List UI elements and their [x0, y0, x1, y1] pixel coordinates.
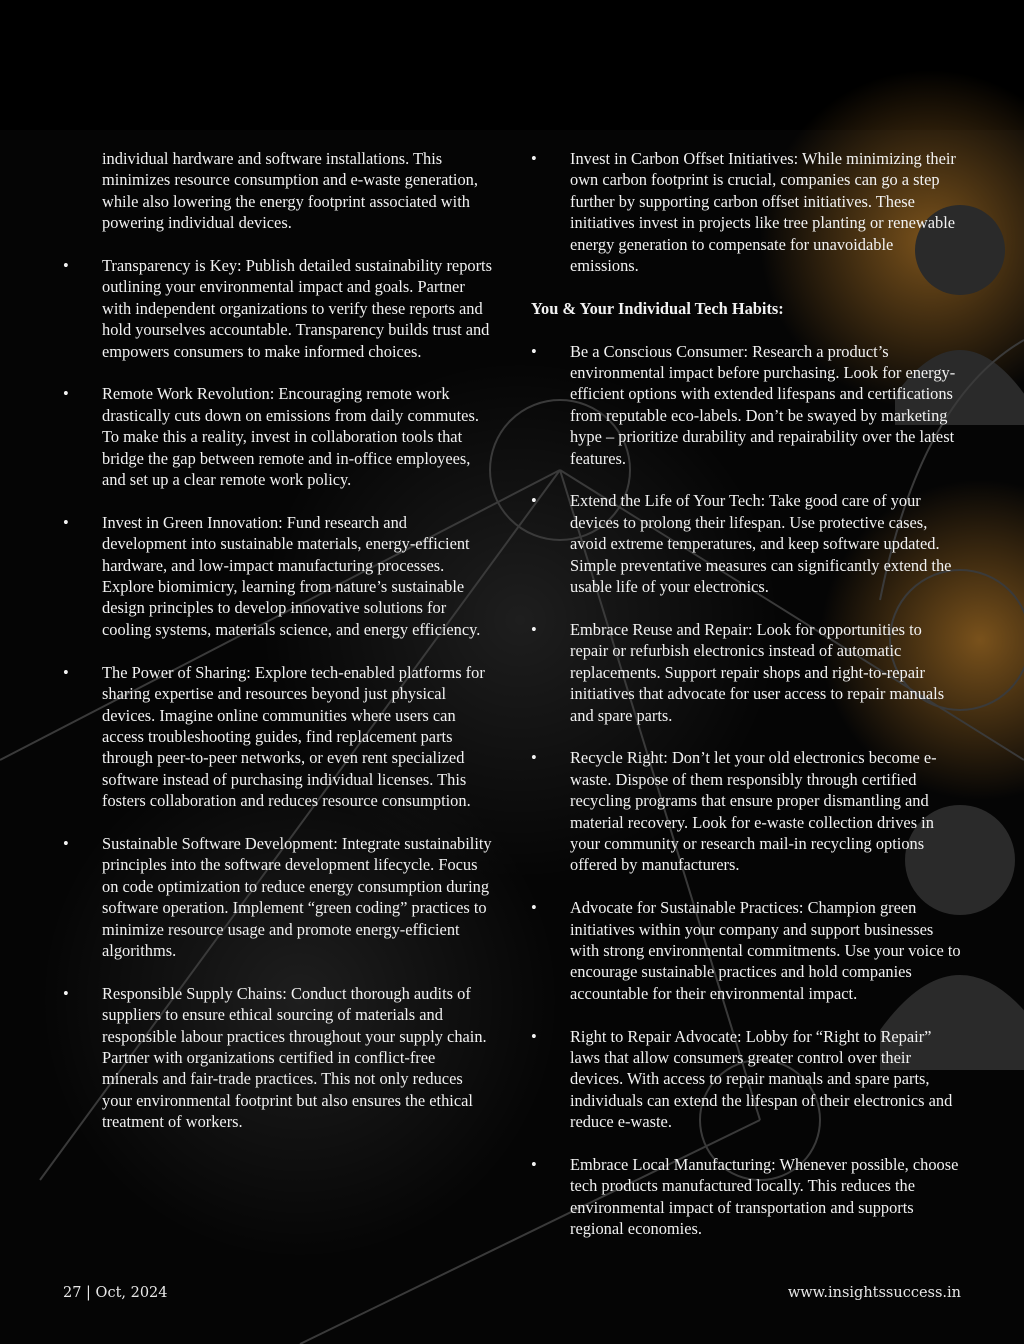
continued-paragraph: individual hardware and software installations. This minimizes resource consumption and e-waste generation, while also lowering the energy footprint associated with powering individual devices.: [102, 149, 478, 233]
list-item: [531, 490, 961, 597]
list-item: [63, 255, 495, 362]
list-item: [531, 1154, 961, 1240]
list-item-text: Embrace Reuse and Repair: Look for opportunities to repair or refurbish electronics instead of automatic replacements. Support repair shops and right-to-repair initiatives that advocate for user access to repair manuals and spare parts.: [570, 619, 945, 725]
list-item: [531, 747, 961, 875]
list-item: [63, 833, 495, 961]
bullet-mark: •: [63, 983, 69, 1003]
list-item: [531, 619, 961, 726]
list-item: [63, 983, 495, 1133]
list-item: [531, 897, 961, 1004]
section-subheading: You & Your Individual Tech Habits:: [531, 298, 784, 318]
bullet-mark: •: [531, 341, 537, 361]
list-item-text: Invest in Carbon Offset Initiatives: While minimizing their own carbon footprint is crucial, companies can go a step further by supporting carbon offset initiatives. These initiatives invest in projects like tree planting or renewable energy generation to compensate for unavoidable emissions.: [570, 149, 956, 276]
bullet-mark: •: [531, 149, 537, 168]
bullet-mark: •: [531, 491, 537, 511]
list-item: [63, 383, 495, 490]
list-item-text: Advocate for Sustainable Practices: Champion green initiatives within your company and support businesses with strong environmental commitments. Use your voice to encourage sustainable practices and hold companies accountable for their environmental impact.: [570, 898, 961, 1003]
list-item-text: Right to Repair Advocate: Lobby for “Right to Repair” laws that allow consumers greater control over their devices. With access to repair manuals and spare parts, individuals can extend the lifespan of their electronics and reduce e-waste.: [570, 1026, 953, 1132]
bullet-mark: •: [63, 833, 69, 853]
list-item-text: Extend the Life of Your Tech: Take good care of your devices to prolong their lifespan. Use protective cases, avoid extreme temperatures, and keep software updated. Simple preventative measures can significantly extend the usable life of your electronics.: [570, 491, 952, 597]
bullet-mark: •: [531, 1026, 537, 1046]
list-item: [531, 1026, 961, 1133]
list-item-text: Recycle Right: Don’t let your old electronics become e-waste. Dispose of them responsibly through certified recycling programs that ensure proper dismantling and material recovery. Look for e-waste collection drives in your community or research mail-in recycling options offered by manufacturers.: [570, 748, 937, 875]
left-column: [63, 148, 495, 1154]
list-item-text: Responsible Supply Chains: Conduct thorough audits of suppliers to ensure ethical sourcing of materials and responsible labour practices throughout your supply chain. Partner with organizations certified in conflict-free minerals and fair-trade practices. This not only reduces your environmental footprint but also ensures the ethical treatment of workers.: [102, 983, 487, 1132]
list-item-text: Remote Work Revolution: Encouraging remote work drastically cuts down on emissions from daily commutes. To make this a reality, invest in collaboration tools that bridge the gap between remote and in-office employees, and set up a clear remote work policy.: [102, 384, 479, 490]
list-item-text: Transparency is Key: Publish detailed sustainability reports outlining your environmental impact and goals. Partner with independent organizations to verify these reports and hold yourselves accountable. Transparency builds trust and empowers consumers to make informed choices.: [102, 256, 492, 361]
list-item: [63, 662, 495, 812]
bullet-mark: •: [531, 748, 537, 768]
list-item: [531, 148, 961, 276]
list-item: [63, 512, 495, 640]
bullet-mark: •: [531, 1154, 537, 1174]
website-url: www.insightssuccess.in: [787, 1285, 961, 1301]
list-item-text: Be a Conscious Consumer: Research a product’s environmental impact before purchasing. Look for energy-efficient options with extended lifespans and certifications from reputable eco-labels. Don’t be swayed by marketing hype – prioritize durability and repairability over the latest features.: [570, 341, 956, 468]
list-item: [531, 341, 961, 469]
bullet-mark: •: [63, 512, 69, 532]
bullet-mark: •: [63, 384, 69, 404]
list-item-text: The Power of Sharing: Explore tech-enabled platforms for sharing expertise and resources beyond just physical devices. Imagine online communities where users can access troubleshooting guides, find replacement parts through peer-to-peer networks, or even rent specialized software instead of purchasing individual licenses. This fosters collaboration and reduces resource consumption.: [102, 662, 485, 811]
list-item-text: Invest in Green Innovation: Fund research and development into sustainable materials, energy-efficient hardware, and low-impact manufacturing processes. Explore biomimicry, learning from nature’s sustainable design principles to develop innovative solutions for cooling systems, materials science, and energy efficiency.: [102, 512, 481, 639]
right-column: [531, 148, 961, 1261]
bullet-mark: •: [531, 619, 537, 639]
bullet-mark: •: [531, 898, 537, 918]
list-item-text: Sustainable Software Development: Integrate sustainability principles into the software development lifecycle. Focus on code optimization to reduce energy consumption during software operation. Implement “green coding” practices to minimize resource usage and promote energy-efficient algorithms.: [102, 833, 492, 960]
page-number-date: 27 | Oct, 2024: [63, 1285, 168, 1301]
list-item-text: Embrace Local Manufacturing: Whenever possible, choose tech products manufactured locally. This reduces the environmental impact of transportation and supports regional economies.: [570, 1154, 959, 1239]
bullet-mark: •: [63, 256, 69, 276]
bullet-mark: •: [63, 662, 69, 682]
